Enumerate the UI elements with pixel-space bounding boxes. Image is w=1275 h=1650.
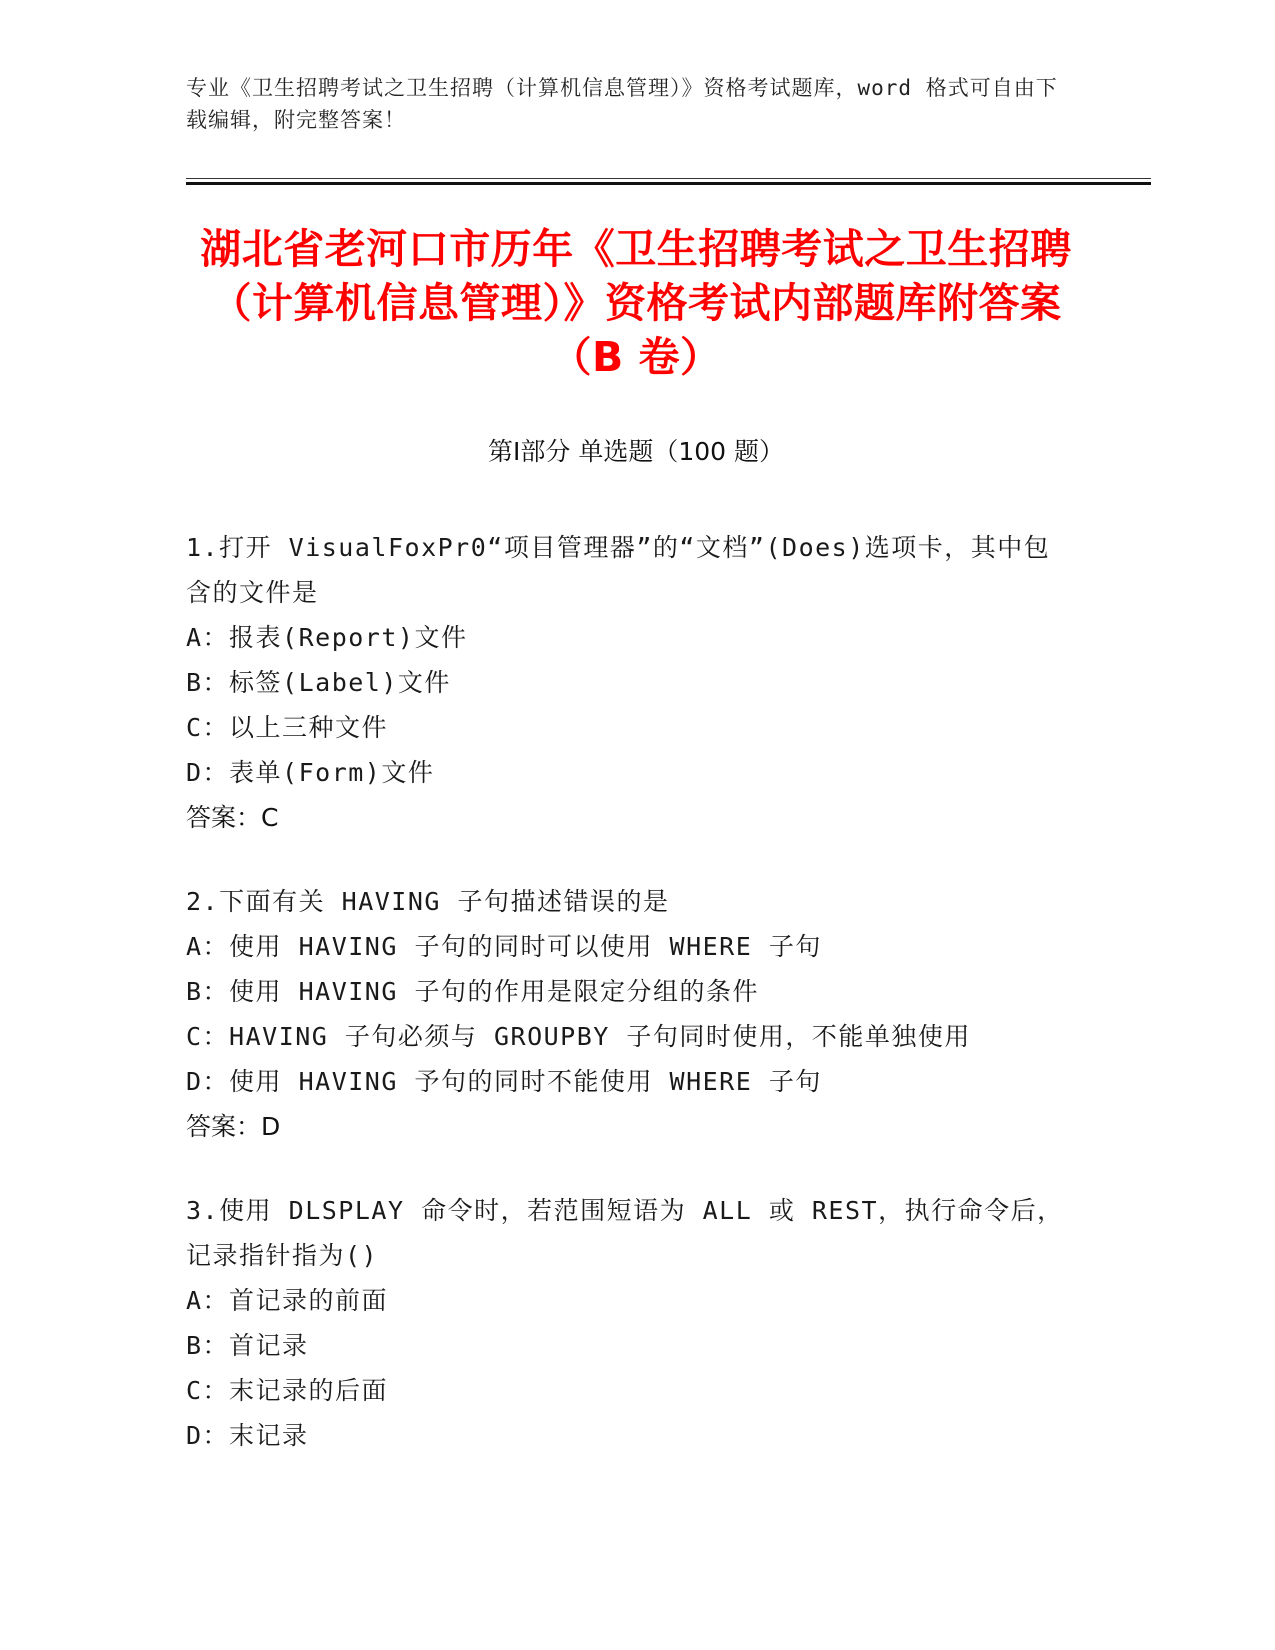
option-c: C：HAVING 子句必须与 GROUPBY 子句同时使用，不能单独使用 <box>186 1022 971 1051</box>
answer-line: 答案：D <box>186 1112 281 1141</box>
answer-line: 答案：C <box>186 803 279 832</box>
option-b: B：使用 HAVING 子句的作用是限定分组的条件 <box>186 977 759 1006</box>
option-c: C：以上三种文件 <box>186 713 389 742</box>
option-a: A：报表(Report)文件 <box>186 623 468 652</box>
option-a: A：使用 HAVING 子句的同时可以使用 WHERE 子句 <box>186 932 822 961</box>
option-d: D：表单(Form)文件 <box>186 758 435 787</box>
question-3 <box>186 1188 1066 1458</box>
option-a: A：首记录的前面 <box>186 1286 389 1315</box>
option-d: D：末记录 <box>186 1421 309 1450</box>
option-b: B：标签(Label)文件 <box>186 668 451 697</box>
question-stem: 3.使用 DLSPLAY 命令时，若范围短语为 ALL 或 REST，执行命令后，记录指针指为() <box>186 1196 1064 1270</box>
header-divider-thin <box>186 178 1151 179</box>
question-1 <box>186 525 1066 840</box>
question-list <box>186 525 1066 1497</box>
question-2 <box>186 879 1066 1149</box>
question-stem: 2.下面有关 HAVING 子句描述错误的是 <box>186 887 670 916</box>
option-c: C：末记录的后面 <box>186 1376 389 1405</box>
header-divider-thick <box>186 182 1151 185</box>
option-d: D：使用 HAVING 予句的同时不能使用 WHERE 子句 <box>186 1067 822 1096</box>
header-note: 专业《卫生招聘考试之卫生招聘（计算机信息管理）》资格考试题库，word 格式可自由下载编辑，附完整答案！ <box>186 76 1058 132</box>
question-stem: 1.打开 VisualFoxPr0“项目管理器”的“文档”(Does)选项卡，其中包含的文件是 <box>186 533 1051 607</box>
document-title: 湖北省老河口市历年《卫生招聘考试之卫生招聘（计算机信息管理）》资格考试内部题库附答案（B 卷） <box>200 225 1072 381</box>
section-title: 第Ⅰ部分 单选题（100 题） <box>488 437 784 466</box>
option-b: B：首记录 <box>186 1331 309 1360</box>
